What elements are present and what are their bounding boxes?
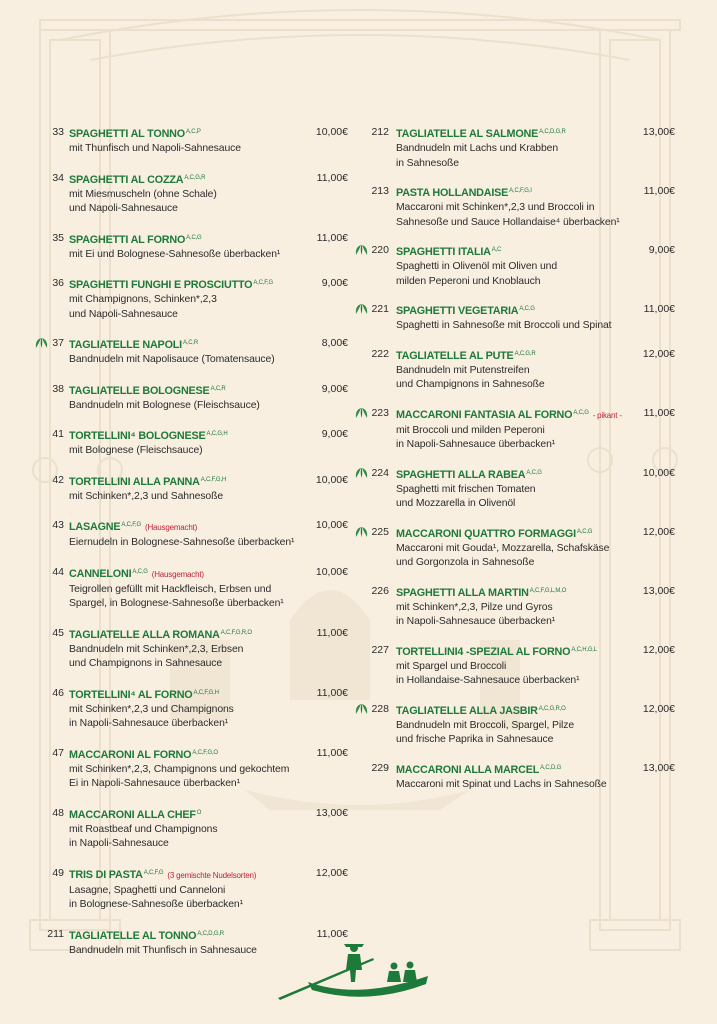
item-title [396,405,675,424]
menu-item [355,760,675,793]
item-number: 41 [52,428,64,440]
item-name: TORTELLINI ALLA PANNA [69,475,200,488]
item-number: 221 [371,303,389,315]
item-name: SPAGHETTI FUNGHI E PROSCIUTTO [69,279,253,291]
item-price: 11,00€ [316,686,348,699]
item-description: und Champignons in Sahnesauce [69,658,223,669]
item-number: 223 [371,406,389,419]
menu-item [355,183,675,230]
item-title [69,805,348,823]
menu-item [355,405,675,453]
item-body [396,465,675,512]
item-body [396,183,675,230]
item-price: 11,00€ [643,303,675,315]
item-description: Spargel, in Bolognese-Sahnesoße überbacken¹ [69,598,284,609]
item-number: 47 [52,746,64,759]
item-title [69,564,348,583]
item-allergens: A,C,G [132,568,148,575]
item-body [69,517,348,551]
item-description: und Champignons in Sahnesoße [396,379,545,390]
item-name: SPAGHETTI AL TONNO [69,128,185,140]
item-number: 225 [371,525,389,538]
menu-item [355,583,675,630]
item-body [69,685,348,732]
item-title [396,346,675,364]
item-title [69,426,348,444]
item-number: 38 [52,382,64,395]
menu-item [34,685,348,732]
item-allergens: A,C,G [576,528,593,535]
item-allergens: A,C,F,G,O [192,749,218,756]
item-description: Lasagne, Spaghetti und Canneloni [69,884,226,896]
item-name: MACCARONI FANTASIA AL FORNO [396,408,573,421]
menu-item [355,465,675,512]
item-name: TAGLIATELLE AL PUTE [396,349,514,362]
item-number: 229 [371,761,389,774]
item-note: (Hausgemacht) [145,523,198,532]
item-name: SPAGHETTI ALLA MARTIN [396,586,529,599]
item-number: 224 [371,466,389,479]
item-price: 9,00€ [321,277,348,289]
menu-item [34,564,348,612]
item-body [69,745,348,792]
item-number: 44 [52,565,64,578]
item-name: TAGLIATELLE AL SALMONE [396,128,539,140]
item-description: Bandnudeln mit Schinken*,2,3, Erbsen [69,643,244,655]
item-name: SPAGHETTI ITALIA [396,246,491,258]
item-title [69,472,348,490]
menu-item [34,335,348,368]
item-title [396,760,675,778]
item-allergens: A,C,G [186,234,202,241]
item-description: mit Thunfisch und Napoli-Sahnesauce [69,143,241,154]
item-body [69,230,348,263]
item-allergens: A,C,R [182,340,198,346]
item-allergens: A,C,H,G,L [571,646,597,653]
item-allergens: A,C,R [210,385,226,392]
item-price: 9,00€ [321,382,348,395]
item-description: Maccaroni mit Schinken*,2,3 und Broccoli in [396,202,595,213]
item-number: 211 [47,927,64,940]
item-price: 11,00€ [316,746,348,759]
menu-item [355,124,675,171]
gondola-logo [278,940,438,1002]
item-description: Bandnudeln mit Bolognese (Fleischsauce) [69,399,260,411]
item-description: mit Schinken*,2,3 und Sahnesoße [69,490,224,502]
item-number: 46 [52,686,64,699]
item-allergens: A,C,G,R,O [538,705,566,712]
item-price: 13,00€ [315,806,348,819]
item-description: in Napoli-Sahnesauce überbacken¹ [396,439,556,450]
item-number: 33 [52,126,64,138]
item-price: 11,00€ [316,171,348,184]
item-allergens: A,C,F,G,I [509,188,532,194]
item-price: 13,00€ [642,761,675,774]
item-note: - pikant - [592,410,622,420]
item-number: 212 [371,126,389,138]
item-name: CANNELONI [69,567,132,580]
item-description: in Napoli-Sahnesauce überbacken¹ [396,616,556,627]
item-body [396,760,675,793]
item-name: TAGLIATELLE ALLA JASBIR [396,704,538,717]
item-allergens: A,C,G,R [514,350,536,357]
item-allergens: A,C,D,G [540,764,562,771]
item-allergens: A,C,G [519,306,535,312]
item-body [69,564,348,612]
item-name: MACCARONI ALLA CHEF [69,808,196,821]
item-description: Bandnudeln mit Napolisauce (Tomatensauce) [69,354,275,365]
item-body [69,625,348,672]
menu-item [34,275,348,322]
menu-item [34,625,348,672]
item-description: Maccaroni mit Spinat und Lachs in Sahnesoße [396,778,607,790]
item-title [396,183,675,201]
item-name: MACCARONI AL FORNO [69,748,192,761]
item-title [396,301,675,319]
item-description: in Hollandaise-Sahnesauce überbacken¹ [396,675,580,686]
item-title [396,465,675,483]
item-number: 213 [371,185,389,197]
item-body [396,701,675,748]
item-number: 42 [52,473,64,486]
item-body [69,865,348,913]
item-number: 227 [371,643,389,656]
item-description: und Napoli-Sahnesauce [69,203,178,214]
item-allergens: A,C,G,H [206,431,228,437]
menu-item [355,242,675,289]
item-name: TAGLIATELLE BOLOGNESE [69,384,210,397]
item-name: SPAGHETTI AL COZZA [69,173,184,186]
menu-item [34,426,348,459]
menu-item [34,745,348,792]
menu-item [355,701,675,748]
item-title [69,745,348,763]
item-name: SPAGHETTI AL FORNO [69,233,186,246]
item-number: 220 [371,244,389,256]
item-price: 8,00€ [321,337,348,349]
item-description: Spaghetti in Olivenöl mit Oliven und [396,261,558,272]
item-price: 13,00€ [642,584,675,597]
item-name: TORTELLINI4 -SPEZIAL AL FORNO [396,645,571,658]
item-name: TRIS DI PASTA [69,868,143,881]
item-body [69,805,348,852]
item-title [396,242,675,260]
item-description: mit Bolognese (Fleischsauce) [69,445,203,456]
item-description: Maccaroni mit Gouda¹, Mozzarella, Schafskäse [396,542,610,554]
item-allergens: A,C,F,G,L,M,O [529,587,567,594]
item-number: 34 [52,171,64,184]
menu-item [34,124,348,157]
item-description: Spaghetti mit frischen Tomaten [396,483,536,495]
item-allergens: A,C,D,G,R [197,930,224,937]
item-price: 11,00€ [316,927,348,940]
item-body [69,472,348,505]
item-number: 43 [52,519,64,531]
item-description: in Bolognese-Sahnesoße überbacken¹ [69,899,243,910]
item-note: (3 gemischte Nudelsorten) [167,870,257,880]
item-allergens: A,C,P [185,129,201,135]
item-description: Bandnudeln mit Thunfisch in Sahnesauce [69,944,257,956]
item-body [396,642,675,689]
item-body [396,242,675,289]
item-description: mit Schinken*,2,3 und Champignons [69,703,234,715]
item-number: 49 [52,866,64,879]
item-name: SPAGHETTI VEGETARIA [396,305,519,317]
item-price: 10,00€ [315,519,348,531]
item-name: TAGLIATELLE ALLA ROMANA [69,628,220,641]
item-title [69,230,348,248]
item-description: mit Ei und Bolognese-Sahnesoße überbacken¹ [69,248,281,260]
item-body [396,524,675,571]
item-name: MACCARONI QUATTRO FORMAGGI [396,527,576,540]
left-menu-column [34,124,348,971]
item-price: 10,00€ [315,473,348,486]
item-title [69,685,348,703]
item-description: mit Champignons, Schinken*,2,3 [69,294,217,305]
item-title [396,642,675,660]
item-description: mit Spargel und Broccoli [396,660,507,672]
item-name: SPAGHETTI ALLA RABEA [396,468,526,481]
item-price: 11,00€ [316,231,348,244]
item-title [69,335,348,353]
item-body [396,583,675,630]
item-description: und Napoli-Sahnesauce [69,308,178,320]
item-name: TORTELLINI⁴ AL FORNO [69,688,193,701]
item-description: Bandnudeln mit Broccoli, Spargel, Pilze [396,719,575,731]
item-price: 12,00€ [642,643,675,656]
item-number: 48 [52,806,64,819]
item-title [396,524,675,542]
item-body [69,381,348,414]
item-description: mit Miesmuscheln (ohne Schale) [69,188,217,200]
item-description: Bandnudeln mit Lachs und Krabben [396,143,559,154]
item-price: 12,00€ [315,866,348,879]
menu-item [355,346,675,393]
item-title [69,170,348,188]
item-title [396,583,675,601]
item-description: und Mozzarella in Olivenöl [396,498,516,509]
item-title [69,275,348,293]
item-title [69,865,348,884]
item-title [69,124,348,142]
item-body [69,426,348,459]
item-price: 11,00€ [316,626,348,639]
item-description: mit Roastbeaf und Champignons [69,823,218,835]
item-body [69,124,348,157]
menu-item [355,301,675,334]
item-allergens: A,C,G,R [184,174,206,181]
item-price: 10,00€ [315,126,348,138]
item-number: 228 [371,702,389,715]
item-description: Ei in Napoli-Sahnesauce überbacken¹ [69,778,240,789]
item-name: LASAGNE [69,521,121,533]
item-name: TAGLIATELLE NAPOLI [69,339,182,351]
item-body [69,275,348,322]
item-name: MACCARONI ALLA MARCEL [396,763,540,776]
menu-item [34,517,348,551]
item-description: Bandnudeln mit Putenstreifen [396,364,530,376]
item-allergens: A,C,F,G,H [200,476,226,483]
item-price: 10,00€ [642,466,675,479]
item-description: Eiernudeln in Bolognese-Sahnesoße überbacken¹ [69,537,295,548]
item-title [396,701,675,719]
menu-item [355,642,675,689]
item-body [69,170,348,217]
item-description: in Sahnesoße [396,157,459,169]
item-price: 12,00€ [642,525,675,538]
item-price: 9,00€ [648,244,675,256]
menu-item [34,865,348,913]
menu-item [34,805,348,852]
menu-item [355,524,675,571]
item-description: Teigrollen gefüllt mit Hackfleisch, Erbsen und [69,583,272,595]
item-description: Sahnesoße und Sauce Hollandaise⁴ überbacken¹ [396,216,620,228]
item-description: milden Peperoni und Knoblauch [396,275,541,287]
item-allergens: A,C,F,G,H [193,689,219,696]
item-number: 226 [371,584,389,597]
item-note: (Hausgemacht) [151,569,204,579]
item-number: 36 [52,277,64,289]
item-price: 13,00€ [642,126,675,138]
item-description: Spaghetti in Sahnesoße mit Broccoli und Spinat [396,320,612,331]
item-allergens: A,C,F,G,R,O [220,629,252,636]
item-description: und Gorgonzola in Sahnesoße [396,557,535,568]
item-description: mit Schinken*,2,3, Pilze und Gyros [396,601,553,613]
item-number: 35 [52,231,64,244]
item-title [396,124,675,142]
item-description: mit Broccoli und milden Peperoni [396,424,545,436]
item-description: und frische Paprika in Sahnesauce [396,734,554,745]
item-number: 222 [371,347,389,360]
item-allergens: A,C,F,G [253,280,273,286]
item-allergens: O [196,809,202,816]
item-body [396,124,675,171]
menu-item [34,472,348,505]
item-price: 9,00€ [321,428,348,440]
menu-item [34,381,348,414]
menu-item [34,230,348,263]
item-title [69,625,348,643]
right-menu-column [355,124,675,804]
item-price: 11,00€ [643,185,675,197]
item-allergens: A,C,F,G [121,522,141,528]
item-price: 10,00€ [315,565,348,578]
item-description: in Napoli-Sahnesauce [69,838,169,849]
item-price: 11,00€ [643,406,675,419]
item-allergens: A,C,D,G,R [539,129,566,135]
item-body [69,335,348,368]
item-price: 12,00€ [642,347,675,360]
item-number: 45 [52,626,64,639]
item-description: in Napoli-Sahnesauce überbacken¹ [69,718,229,729]
item-allergens: A,C [491,247,502,253]
item-title [69,381,348,399]
item-name: PASTA HOLLANDAISE [396,187,509,199]
menu-item [34,170,348,217]
item-number: 37 [52,337,64,349]
item-price: 12,00€ [642,702,675,715]
item-allergens: A,C,G [526,469,542,476]
item-title [69,517,348,536]
item-name: TAGLIATELLE AL TONNO [69,929,197,942]
item-allergens: A,C,G [573,409,589,416]
item-body [396,346,675,393]
item-allergens: A,C,F,G [143,869,164,876]
item-description: mit Schinken*,2,3, Champignons und gekochtem [69,763,290,775]
item-body [396,405,675,453]
item-name: TORTELLINI⁴ BOLOGNESE [69,430,206,442]
item-body [396,301,675,334]
